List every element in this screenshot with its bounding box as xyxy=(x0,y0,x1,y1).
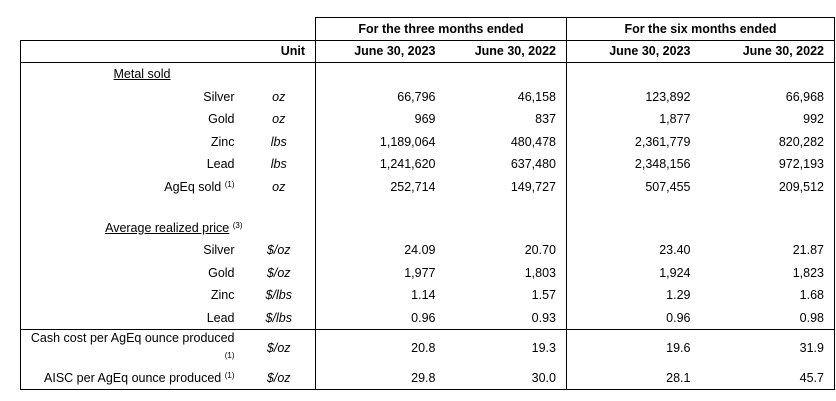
row-label: Gold xyxy=(21,108,243,131)
cell-value: 820,282 xyxy=(701,130,835,153)
row-unit: $/lbs xyxy=(243,284,316,307)
cell-value: 969 xyxy=(414,112,436,127)
cell-value: 1.57 xyxy=(446,284,567,307)
cell-value: 123,892 xyxy=(645,89,691,104)
table-row xyxy=(21,130,835,153)
cell-value: 252,714 xyxy=(390,179,436,194)
row-unit: $/oz xyxy=(243,261,316,284)
cell-value: 20.70 xyxy=(446,239,567,262)
cell-value: 972,193 xyxy=(701,153,835,176)
cell-value: 1,977 xyxy=(404,265,436,280)
cell-value: 1.14 xyxy=(411,288,436,303)
table-row xyxy=(21,307,835,330)
cell-value: 1,877 xyxy=(659,112,691,127)
cell-value: 149,727 xyxy=(446,176,567,199)
cell-value: 19.3 xyxy=(446,329,567,367)
footnote-ref: (3) xyxy=(232,220,243,230)
group-header-row xyxy=(21,18,835,41)
cell-value: 1,241,620 xyxy=(379,157,436,172)
row-unit: $/oz xyxy=(243,239,316,262)
cell-value: 66,968 xyxy=(701,85,835,108)
col-header-3m-2022: June 30, 2022 xyxy=(446,40,567,63)
metal-sales-table xyxy=(20,17,835,390)
table-row xyxy=(21,239,835,262)
row-unit: oz xyxy=(243,176,316,199)
cell-value: 837 xyxy=(446,108,567,131)
cell-value: 29.8 xyxy=(316,367,446,390)
cell-value: 23.40 xyxy=(659,243,691,258)
row-label: Silver xyxy=(21,85,243,108)
unit-header: Unit xyxy=(243,40,316,63)
spacer-row xyxy=(21,198,835,216)
table-row xyxy=(21,108,835,131)
metal-sold-title: Metal sold xyxy=(21,63,243,86)
row-label: AgEq sold $^{(1)}$ xyxy=(21,176,243,199)
cell-value: 66,796 xyxy=(397,89,436,104)
cell-value: 1,924 xyxy=(659,265,691,280)
cell-value: 2,361,779 xyxy=(634,134,691,149)
col-header-3m-2023: June 30, 2023 xyxy=(316,40,446,63)
table-row xyxy=(21,153,835,176)
cell-value: 507,455 xyxy=(645,179,691,194)
cell-value: 637,480 xyxy=(446,153,567,176)
cell-value: 19.6 xyxy=(567,329,701,367)
cell-value: 1,823 xyxy=(701,261,835,284)
footnote-ref: (1) xyxy=(224,350,235,360)
row-label: Gold xyxy=(21,261,243,284)
row-label: Silver xyxy=(21,239,243,262)
cell-value: 28.1 xyxy=(567,367,701,390)
row-label: Lead xyxy=(21,307,243,330)
row-unit: $/oz xyxy=(243,329,316,367)
cell-value: 46,158 xyxy=(446,85,567,108)
table-row xyxy=(21,367,835,390)
row-unit: oz xyxy=(243,108,316,131)
column-header-row xyxy=(21,40,835,63)
table-row xyxy=(21,284,835,307)
cell-value: 992 xyxy=(701,108,835,131)
footnote-ref: (1) xyxy=(224,179,235,189)
cell-value: 0.98 xyxy=(701,307,835,330)
cell-value: 31.9 xyxy=(701,329,835,367)
cell-value: 209,512 xyxy=(701,176,835,199)
table-row xyxy=(21,329,835,367)
row-label: Cash cost per AgEq ounce produced $^{(1)}$ xyxy=(21,329,243,367)
cell-value: 0.93 xyxy=(446,307,567,330)
cell-value: 0.96 xyxy=(411,310,436,325)
table-row xyxy=(21,261,835,284)
cell-value: 0.96 xyxy=(666,310,691,325)
section-title-row xyxy=(21,216,835,239)
cell-value: 21.87 xyxy=(701,239,835,262)
row-unit: lbs xyxy=(243,153,316,176)
cell-value: 1,803 xyxy=(446,261,567,284)
table-row xyxy=(21,176,835,199)
row-label: AISC per AgEq ounce produced $^{(1)}$ xyxy=(21,367,243,390)
row-unit: oz xyxy=(243,85,316,108)
col-header-6m-2023: June 30, 2023 xyxy=(567,40,701,63)
row-label: Lead xyxy=(21,153,243,176)
table-row xyxy=(21,85,835,108)
footnote-ref: (1) xyxy=(224,371,235,381)
row-label: Zinc xyxy=(21,284,243,307)
cell-value: 1.68 xyxy=(701,284,835,307)
cell-value: 480,478 xyxy=(446,130,567,153)
cell-value: 20.8 xyxy=(316,329,446,367)
col-header-6m-2022: June 30, 2022 xyxy=(701,40,835,63)
cell-value: 24.09 xyxy=(404,243,436,258)
three-months-header: For the three months ended xyxy=(316,18,567,41)
row-unit: lbs xyxy=(243,130,316,153)
cell-value: 2,348,156 xyxy=(634,157,691,172)
row-unit: $/oz xyxy=(243,367,316,390)
cell-value: 30.0 xyxy=(446,367,567,390)
row-unit: $/lbs xyxy=(243,307,316,330)
avg-price-title: Average realized price $^{(3)}$ xyxy=(21,216,243,239)
cell-value: 1,189,064 xyxy=(379,134,436,149)
cell-value: 1.29 xyxy=(666,288,691,303)
section-title-row xyxy=(21,63,835,86)
row-label: Zinc xyxy=(21,130,243,153)
cell-value: 45.7 xyxy=(701,367,835,390)
six-months-header: For the six months ended xyxy=(567,18,835,41)
